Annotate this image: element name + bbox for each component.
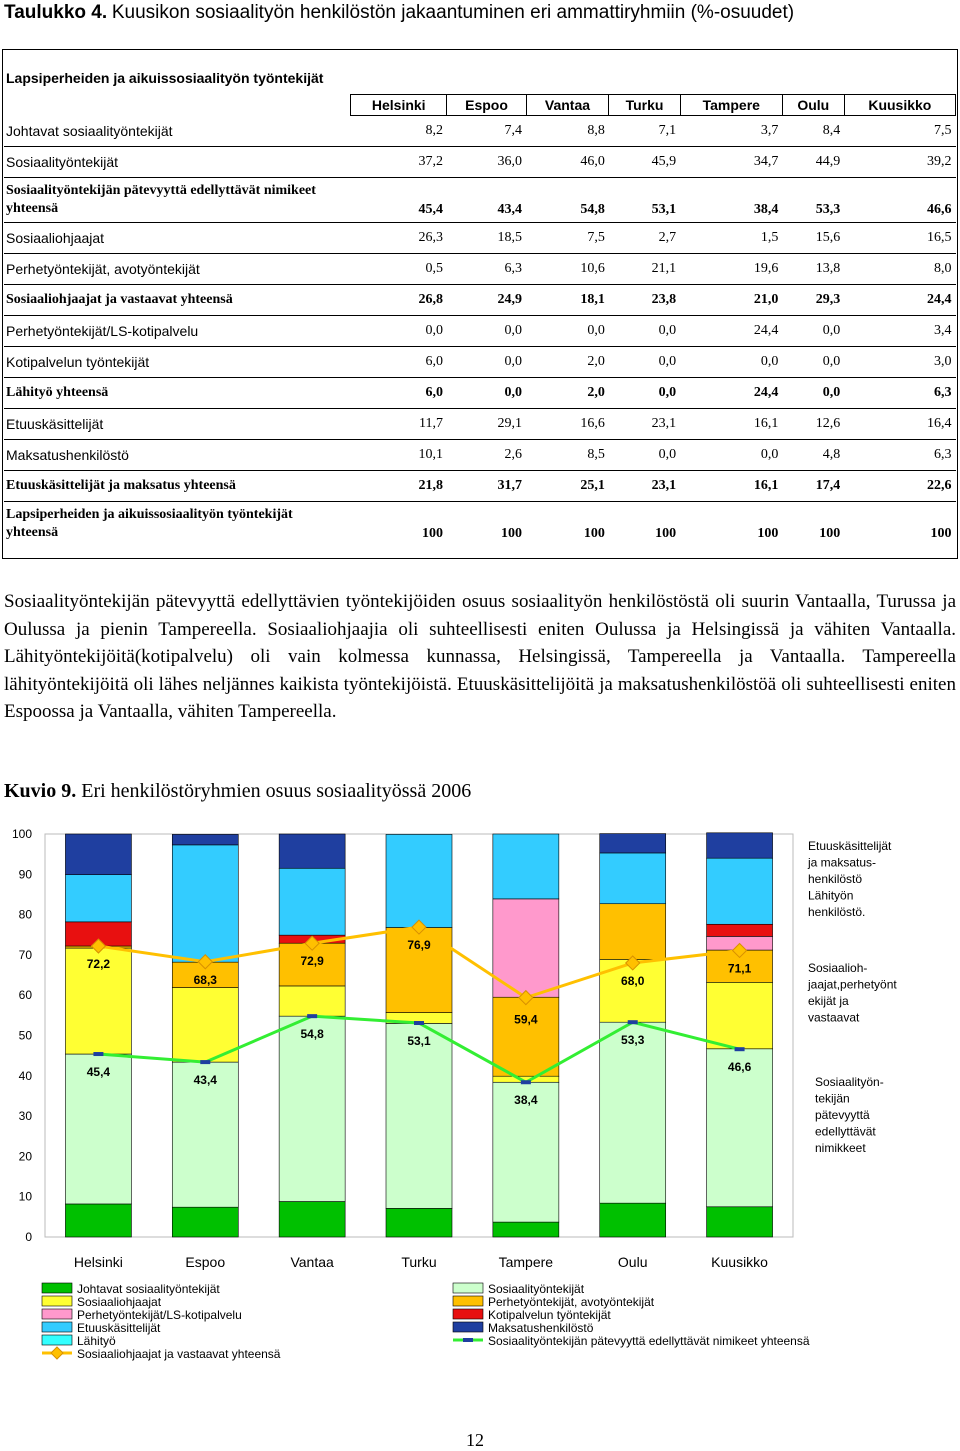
page-number: 12: [466, 1430, 484, 1450]
legend-label: Perhetyöntekijät, avotyöntekijät: [488, 1295, 655, 1309]
table-cell: 4,8: [782, 440, 844, 471]
legend-swatch: [42, 1283, 72, 1293]
column-header-vantaa: Vantaa: [526, 95, 609, 116]
table-cell: 0,0: [447, 378, 526, 409]
table-cell: 24,4: [680, 316, 782, 347]
row-label: Etuuskäsittelijät: [4, 409, 351, 440]
side-label: ja maksatus-: [808, 855, 877, 870]
table-cell: 16,1: [680, 409, 782, 440]
column-header-tampere: Tampere: [680, 95, 782, 116]
row-label: Kotipalvelun työntekijät: [4, 347, 351, 378]
stacked-bar-chart: [0, 820, 960, 1365]
line-marker: [628, 1020, 638, 1024]
table-cell: 23,1: [609, 409, 680, 440]
table-row: [4, 178, 956, 223]
table-cell: 19,6: [680, 254, 782, 285]
table-label: Taulukko 4.: [4, 2, 108, 23]
table-cell: 0,0: [447, 347, 526, 378]
bar-segment: [600, 834, 666, 853]
figure-title: Eri henkilöstöryhmien osuus sosiaalityössä 2006: [81, 780, 472, 802]
side-label: nimikkeet: [815, 1141, 866, 1155]
table-cell: 39,2: [844, 147, 955, 178]
table-cell: 29,1: [447, 409, 526, 440]
legend-label: Kotipalvelun työntekijät: [488, 1308, 611, 1322]
legend-marker: [463, 1338, 473, 1342]
side-label: Sosiaalityön-: [815, 1075, 884, 1089]
line-marker: [93, 1052, 103, 1056]
table-cell: 12,6: [782, 409, 844, 440]
legend-label: Lähityö: [77, 1334, 116, 1348]
bar-segment: [386, 1208, 452, 1237]
data-label: 76,9: [407, 938, 431, 953]
figure-label: Kuvio 9.: [4, 780, 77, 802]
legend-label: Perhetyöntekijät/LS-kotipalvelu: [77, 1308, 242, 1322]
table-row: [4, 285, 956, 316]
table-cell: 3,0: [844, 347, 955, 378]
table-cell: 1,5: [680, 223, 782, 254]
table-title-text: Kuusikon sosiaalityön henkilöstön jakaantuminen eri ammattiryhmiin (%-osuudet): [111, 2, 795, 23]
table-cell: 53,1: [609, 178, 680, 223]
table-cell: 7,1: [609, 116, 680, 147]
line-marker: [521, 1080, 531, 1084]
row-label: Sosiaaliohjaajat ja vastaavat yhteensä: [4, 285, 351, 316]
bar-segment: [279, 834, 345, 868]
table-cell: 37,2: [351, 147, 447, 178]
table-cell: 34,7: [680, 147, 782, 178]
table-cell: 17,4: [782, 471, 844, 502]
table-cell: 6,0: [351, 378, 447, 409]
table-row: [4, 116, 956, 147]
figure-caption: [4, 780, 471, 803]
data-label: 68,0: [621, 973, 645, 988]
legend-label: Sosiaaliohjaajat: [77, 1295, 162, 1309]
legend-marker: [51, 1347, 63, 1359]
table-cell: 8,8: [526, 116, 609, 147]
row-label: Lapsiperheiden ja aikuissosiaalityön työntekijät yhteensä: [6, 507, 293, 540]
table-cell: 100: [819, 526, 841, 541]
legend-swatch: [42, 1296, 72, 1306]
table-title: [4, 2, 794, 24]
y-tick-label: 90: [18, 867, 32, 882]
table-cell: 54,8: [526, 178, 609, 223]
table-cell: 11,7: [351, 409, 447, 440]
data-label: 59,4: [514, 1012, 538, 1027]
header-blank: [4, 95, 351, 116]
bar-segment: [707, 833, 773, 858]
bar-segment: [707, 1207, 773, 1237]
table-cell: 25,1: [526, 471, 609, 502]
legend-label: Sosiaalityöntekijät: [488, 1282, 585, 1296]
table-cell: 3,7: [680, 116, 782, 147]
data-label: 68,3: [193, 972, 217, 987]
table-group-title: Lapsiperheiden ja aikuissosiaalityön työntekijät: [6, 70, 324, 86]
bar-segment: [279, 1016, 345, 1201]
bar-segment: [600, 904, 666, 960]
bar-segment: [600, 1022, 666, 1203]
data-label: 38,4: [514, 1093, 538, 1108]
data-label: 72,2: [86, 957, 111, 972]
row-label: Perhetyöntekijät, avotyöntekijät: [4, 254, 351, 285]
table-cell: 22,6: [844, 471, 955, 502]
table-cell: 10,6: [526, 254, 609, 285]
table-cell: 43,4: [447, 178, 526, 223]
legend-label: Etuuskäsittelijät: [77, 1321, 161, 1335]
x-tick-label: Oulu: [617, 1254, 648, 1270]
table-cell: 44,9: [782, 147, 844, 178]
table-cell: 53,3: [782, 178, 844, 223]
table-row: [4, 347, 956, 378]
table-cell: 16,1: [680, 471, 782, 502]
table-cell: 23,1: [609, 471, 680, 502]
line-marker: [307, 1014, 317, 1018]
row-label: Sosiaalityöntekijät: [4, 147, 351, 178]
column-header-turku: Turku: [609, 95, 680, 116]
bar-segment: [172, 845, 238, 962]
bar-segment: [65, 834, 131, 875]
table-cell: 16,5: [844, 223, 955, 254]
table-cell: 46,0: [526, 147, 609, 178]
table-cell: 18,5: [447, 223, 526, 254]
data-label: 53,3: [621, 1033, 645, 1048]
table-row: [4, 502, 956, 547]
table-cell: 8,2: [351, 116, 447, 147]
y-tick-label: 50: [18, 1028, 32, 1043]
table-cell: 16,4: [844, 409, 955, 440]
table-cell: 31,7: [447, 471, 526, 502]
bar-segment: [279, 868, 345, 935]
column-header-oulu: Oulu: [782, 95, 844, 116]
table-cell: 24,4: [844, 285, 955, 316]
table-cell: 46,6: [844, 178, 955, 223]
body-paragraph: Sosiaalityöntekijän pätevyyttä edellyttävien työntekijöiden osuus sosiaalityön henkilöstöstä oli suurin Vantaalla, Turussa ja Oulussa ja pienin Tampereella. Sosiaaliohjaajia oli suhteellisesti eniten Oulussa ja Helsingissä ja vähiten Vantaalla. Lähityöntekijöitä(kotipalvelu) oli vain kolmessa kunnassa, Helsingissä, Tampereella ja Vantaalla. Tampereella lähityöntekijöitä oli lähes neljännes kaikista työntekijöistä. Etuuskäsittelijöitä ja maksatushenkilöstöä oli suhteellisesti eniten Espoossa ja Vantaalla, vähiten Tampereella.: [4, 591, 956, 722]
table-cell: 0,0: [526, 316, 609, 347]
data-label: 53,1: [407, 1034, 431, 1049]
table-row: [4, 316, 956, 347]
table-cell: 7,4: [447, 116, 526, 147]
row-label: Perhetyöntekijät/LS-kotipalvelu: [4, 316, 351, 347]
bar-segment: [65, 875, 131, 922]
table-cell: 13,8: [782, 254, 844, 285]
table-row: [4, 409, 956, 440]
legend-swatch: [453, 1296, 483, 1306]
table-cell: 8,4: [782, 116, 844, 147]
line-marker: [200, 1060, 210, 1064]
table-cell: 0,0: [680, 347, 782, 378]
table-cell: 45,4: [351, 178, 447, 223]
y-tick-label: 0: [25, 1230, 32, 1244]
row-label: Sosiaalityöntekijän pätevyyttä edellyttävät nimikeet yhteensä: [4, 178, 351, 223]
table-cell: 24,9: [447, 285, 526, 316]
data-table: [4, 94, 956, 546]
side-label: ekijät ja: [808, 994, 849, 1008]
bar-segment: [493, 1222, 559, 1237]
bar-segment: [279, 986, 345, 1016]
table-cell: 38,4: [680, 178, 782, 223]
table-cell: 3,4: [844, 316, 955, 347]
side-label: pätevyyttä: [815, 1108, 870, 1122]
table-row: [4, 471, 956, 502]
x-tick-label: Tampere: [498, 1254, 554, 1270]
column-header-espoo: Espoo: [447, 95, 526, 116]
table-cell: 21,8: [351, 471, 447, 502]
table-cell: 0,0: [609, 378, 680, 409]
data-label: 43,4: [193, 1073, 217, 1088]
data-label: 54,8: [300, 1027, 324, 1042]
y-tick-label: 30: [18, 1109, 32, 1124]
table-cell: 0,0: [782, 347, 844, 378]
row-label: Etuuskäsittelijät ja maksatus yhteensä: [4, 471, 351, 502]
table-cell: 29,3: [782, 285, 844, 316]
table-cell: 16,6: [526, 409, 609, 440]
table-cell: 2,0: [526, 347, 609, 378]
legend-swatch: [453, 1309, 483, 1319]
legend-label: Maksatushenkilöstö: [488, 1321, 594, 1335]
data-label: 45,4: [86, 1065, 111, 1080]
table-cell: 0,5: [351, 254, 447, 285]
bar-segment: [386, 834, 452, 927]
side-label: henkilöstö: [808, 872, 863, 886]
table-cell: 7,5: [844, 116, 955, 147]
table-cell: 8,5: [526, 440, 609, 471]
y-tick-label: 70: [18, 947, 32, 962]
table-cell: 45,9: [609, 147, 680, 178]
side-label: jaajat,perhetyönt: [808, 977, 897, 992]
row-label: Sosiaaliohjaajat: [4, 223, 351, 254]
table-header-row: [4, 95, 956, 116]
table-cell: 18,1: [526, 285, 609, 316]
table-cell: 8,0: [844, 254, 955, 285]
y-tick-label: 60: [18, 988, 32, 1003]
table-row: [4, 254, 956, 285]
column-header-helsinki: Helsinki: [351, 95, 447, 116]
table-cell: 26,8: [351, 285, 447, 316]
x-tick-label: Vantaa: [290, 1254, 334, 1270]
x-tick-label: Turku: [401, 1254, 437, 1270]
legend-label: Johtavat sosiaalityöntekijät: [77, 1282, 220, 1296]
table-cell: 2,0: [526, 378, 609, 409]
table-cell: 26,3: [351, 223, 447, 254]
bar-segment: [493, 834, 559, 899]
row-label: Lähityö yhteensä: [4, 378, 351, 409]
y-tick-label: 20: [18, 1149, 32, 1164]
table-cell: 36,0: [447, 147, 526, 178]
side-label: vastaavat: [808, 1010, 860, 1025]
bar-segment: [600, 1203, 666, 1237]
legend-label: Sosiaaliohjaajat ja vastaavat yhteensä: [77, 1347, 281, 1361]
table-cell: 0,0: [680, 440, 782, 471]
table-row: [4, 147, 956, 178]
table-cell: 21,0: [680, 285, 782, 316]
table-cell: 15,6: [782, 223, 844, 254]
legend-swatch: [42, 1309, 72, 1319]
x-tick-label: Espoo: [185, 1254, 226, 1270]
table-cell: 0,0: [609, 316, 680, 347]
table-cell: 100: [583, 526, 605, 541]
side-label: edellyttävät: [815, 1124, 876, 1139]
table-cell: 6,0: [351, 347, 447, 378]
table-cell: 0,0: [447, 316, 526, 347]
side-label: Etuuskäsittelijät: [808, 839, 892, 853]
table-cell: 100: [501, 526, 523, 541]
table-cell: 24,4: [680, 378, 782, 409]
table-cell: 2,7: [609, 223, 680, 254]
table-row: [4, 223, 956, 254]
table-cell: 100: [930, 526, 952, 541]
bar-segment: [600, 853, 666, 904]
table-cell: 23,8: [609, 285, 680, 316]
table-cell: 0,0: [351, 316, 447, 347]
line-marker: [735, 1047, 745, 1051]
table-cell: 0,0: [782, 378, 844, 409]
x-tick-label: Helsinki: [73, 1254, 123, 1270]
legend-swatch: [453, 1283, 483, 1293]
table-cell: 0,0: [782, 316, 844, 347]
table-cell: 6,3: [844, 378, 955, 409]
y-tick-label: 40: [18, 1068, 32, 1083]
data-label: 46,6: [727, 1060, 752, 1075]
row-label: Johtavat sosiaalityöntekijät: [4, 116, 351, 147]
y-tick-label: 100: [11, 827, 32, 841]
line-marker: [414, 1021, 424, 1025]
bar-segment: [707, 924, 773, 936]
data-label: 72,9: [300, 954, 324, 969]
bar-segment: [386, 1023, 452, 1208]
y-tick-label: 10: [18, 1189, 32, 1204]
bar-segment: [172, 1207, 238, 1237]
data-label: 71,1: [727, 961, 752, 976]
table-cell: 0,0: [609, 440, 680, 471]
row-label: Maksatushenkilöstö: [4, 440, 351, 471]
table-cell: 0,0: [609, 347, 680, 378]
side-label: Sosiaalioh-: [808, 961, 868, 975]
table-cell: 6,3: [447, 254, 526, 285]
bar-segment: [493, 997, 559, 1076]
table-cell: 100: [421, 526, 443, 541]
table-cell: 10,1: [351, 440, 447, 471]
y-tick-label: 80: [18, 907, 32, 922]
table-row: [4, 440, 956, 471]
x-tick-label: Kuusikko: [711, 1254, 768, 1270]
bar-segment: [65, 1204, 131, 1237]
table-cell: 2,6: [447, 440, 526, 471]
side-label: tekijän: [815, 1091, 850, 1106]
side-label: Lähityön: [808, 888, 854, 903]
legend-swatch: [453, 1322, 483, 1332]
side-label: henkilöstö.: [808, 905, 866, 919]
table-cell: 100: [655, 526, 677, 541]
table-row: [4, 378, 956, 409]
legend-label: Sosiaalityöntekijän pätevyyttä edellyttävät nimikeet yhteensä: [488, 1334, 810, 1348]
table-cell: 6,3: [844, 440, 955, 471]
legend-swatch: [42, 1322, 72, 1332]
bar-segment: [279, 1202, 345, 1237]
table-cell: 7,5: [526, 223, 609, 254]
bar-segment: [707, 858, 773, 924]
legend-swatch: [42, 1335, 72, 1345]
table-cell: 21,1: [609, 254, 680, 285]
column-header-kuusikko: Kuusikko: [844, 95, 955, 116]
bar-segment: [172, 834, 238, 844]
table-cell: 100: [757, 526, 779, 541]
bar-segment: [707, 982, 773, 1048]
